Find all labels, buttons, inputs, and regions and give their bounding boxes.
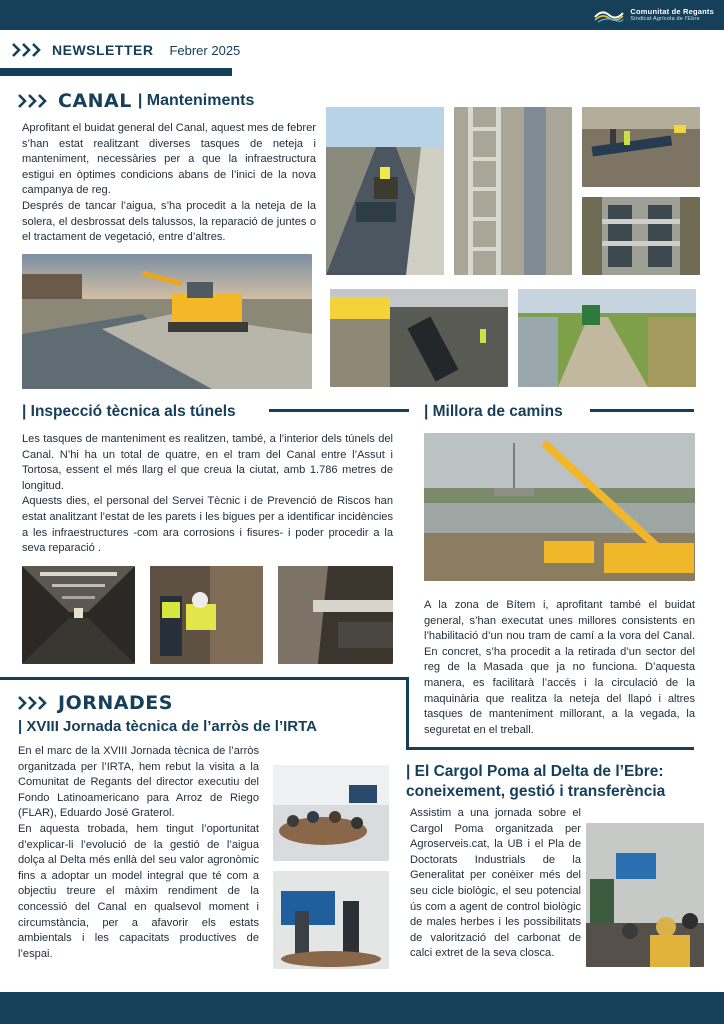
camins-title: | Millora de camins xyxy=(424,403,563,420)
cargol-title: | El Cargol Poma al Delta de l’Ebre: coneixement, gestió i transferència xyxy=(406,763,666,800)
photo-cargol-audience xyxy=(586,823,704,967)
canal-subtitle: | Manteniments xyxy=(137,92,255,109)
canal-heading xyxy=(18,90,254,112)
triple-chevron-icon xyxy=(18,696,50,710)
header-underline xyxy=(0,68,232,76)
photo-pipe-installation xyxy=(330,289,508,387)
jornades-label: JORNADES xyxy=(58,692,173,714)
camins-text: A la zona de Bítem i, aprofitant també el buidat general, s’han executat unes millores consistents en l’habilitació d’un nou tram de camí a la vora del Canal. En concret, s’ha procedit a la retirada d’un sector del reg de la Masada que ja no funciona. D’aquesta manera, es facilitarà l’accés i la circulació de la maquinària que realitza la neteja del llapó i altres tasques de manteniment millorant, a la vegada, la seguretat en el treball. xyxy=(424,599,695,736)
jornades-frame-top xyxy=(0,677,409,680)
logo-subtitle: Sindicat Agrícola de l'Ebre xyxy=(630,16,700,22)
tunnels-title: | Inspecció tècnica als túnels xyxy=(22,403,236,420)
jornades-text: En el marc de la XVIII Jornada tècnica de l’arròs organitzada per l’IRTA, hem rebut la visita a la Comunitat de Regants del director executiu del Fondo Latinoamericano para Arroz de Riego (FLAR), Eduardo José Graterol. En aquesta trobada, hem tingut l’oportunitat d’explicar-li l’evolució de la gestió de l’aigua dolça al Delta més enllà del seu valor agronòmic fins a adoptar un model integral que té com a objectiu treure el màxim rendiment de la concessió del Canal en qualsevol moment i circumstància, per a afavorir els estats ambientals i les capacitats productives de l’espai. xyxy=(18,745,259,960)
footer-bar xyxy=(0,992,724,1024)
photo-tunnel-beam xyxy=(278,566,393,664)
photo-workers-pipe xyxy=(582,107,700,187)
camins-frame-bottom xyxy=(406,747,694,750)
jornades-heading xyxy=(18,692,173,714)
photo-meeting-table xyxy=(273,765,389,861)
cargol-text: Assistim a una jornada sobre el Cargol Poma organitzada per Agroserveis.cat, la UB i el Pla de Doctorats Industrials de la Generalitat per conèixer més del seu cicle biològic, el seu potencial ús com a agent de control biològic de males herbes i les possibilitats de valorització del carbonat de calci extret de la seva closca. xyxy=(410,807,581,960)
tunnels-rule xyxy=(269,409,409,412)
photo-canal-grid xyxy=(582,197,700,275)
jornades-subtitle: | XVIII Jornada tècnica de l’arròs de l’IRTA xyxy=(18,718,318,735)
logo xyxy=(594,4,714,26)
photo-excavator-canal xyxy=(22,254,312,389)
camins-rule xyxy=(590,409,694,412)
newsletter-title: NEWSLETTER xyxy=(52,42,154,58)
photo-crane-canal xyxy=(424,433,695,581)
canal-label: CANAL xyxy=(58,90,132,112)
jornades-frame-side xyxy=(406,677,409,750)
newsletter-header xyxy=(12,40,240,60)
canal-text: Aprofitant el buidat general del Canal, aquest mes de febrer s’han estat realitzant diverses tasques de neteja i manteniment, necessàries per a que la infraestructura estigui en òptimes condicions abans de l’inici de la nova campanya de reg. Després de tancar l’aigua, s’ha procedit a la neteja de la solera, el desbrossat dels talussos, la reparació de juntes o el tractament de vegetació, entre d’altres. xyxy=(22,122,316,244)
logo-title: Comunitat de Regants xyxy=(630,6,714,16)
photo-tunnel-workers xyxy=(150,566,263,664)
photo-tunnel-interior xyxy=(22,566,135,664)
photo-ladder xyxy=(454,107,572,275)
triple-chevron-icon xyxy=(18,94,50,108)
logo-wave-icon xyxy=(594,7,624,23)
photo-tractor-path xyxy=(518,289,696,387)
tunnels-text: Les tasques de manteniment es realitzen, també, a l’interior dels túnels del Canal. N’hi ha un total de quatre, en el tram del Canal entre l’Assut i Tortosa, essent el més llarg el que creua la ciutat, amb 1.786 metres de longitud. Aquests dies, el personal del Servei Tècnic i de Prevenció de Riscos han estat analitzant l’estat de les parets i les bigues per a identificar incidències a les infraestructures -com ara corrosions i fisures- i poder procedir a la seva reparació . xyxy=(22,433,393,555)
newsletter-date: Febrer 2025 xyxy=(169,42,241,58)
photo-canal-cleaning xyxy=(326,107,444,275)
photo-meeting-screen xyxy=(273,871,389,969)
triple-chevron-icon xyxy=(12,43,44,57)
